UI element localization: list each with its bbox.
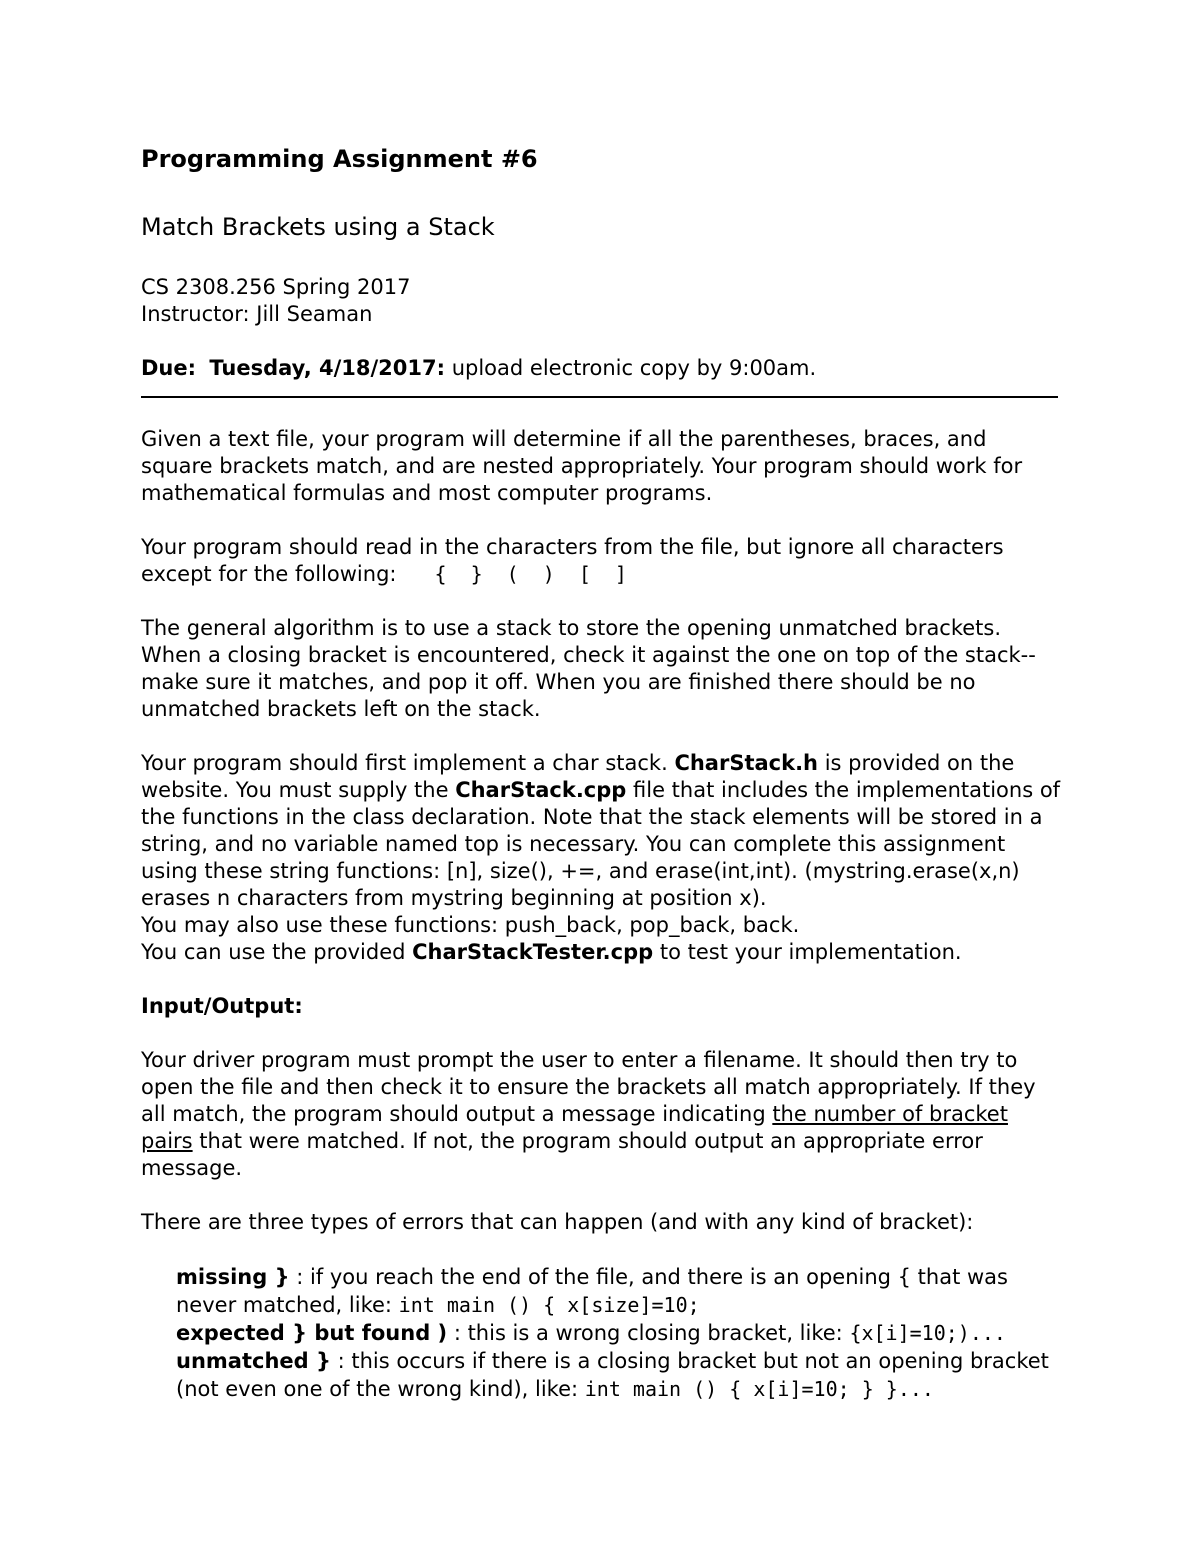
file-charstack-cpp: CharStack.cpp (455, 778, 627, 802)
error-list (176, 1263, 1061, 1403)
error-item-missing (176, 1263, 1061, 1319)
impl-text-5a: You can use the provided (141, 940, 413, 964)
error-item-expected (176, 1319, 1061, 1347)
impl-functions-line: You may also use these functions: push_back, pop_back, back. (141, 913, 800, 937)
intro-paragraph-2 (141, 534, 1061, 588)
error-name: unmatched } (176, 1349, 331, 1373)
page-subtitle: Match Brackets using a Stack (141, 213, 495, 241)
error-item-unmatched (176, 1347, 1061, 1403)
impl-text-5b: to test your implementation. (653, 940, 962, 964)
impl-text-3: file that includes the implementations of the functions in the class declaration. Note that the stack elements will be stored in a string, and no variable named top is necessary. You can complete this assignment using these string functions: [n], size(), +=, and erase(int,int). (mystring.erase(x,n) erases n characters from mystring beginning at position x). (141, 778, 1061, 910)
error-desc: : this is a wrong closing bracket, like: (447, 1321, 850, 1345)
impl-paragraph (141, 750, 1061, 912)
page-title: Programming Assignment #6 (141, 145, 538, 173)
error-code-example: int main () { x[i]=10; } }... (584, 1377, 934, 1401)
io-heading-text: Input/Output: (141, 994, 303, 1018)
error-code-example: int main () { x[size]=10; (398, 1293, 700, 1317)
instructor-line: Instructor: Jill Seaman (141, 302, 373, 326)
intro-p2-text: Your program should read in the characters from the file, but ignore all characters except for the following: (141, 535, 1004, 586)
impl-text-2: is provided on the website. You must supply the (141, 751, 1015, 802)
divider (141, 396, 1058, 398)
due-line (141, 355, 1061, 382)
file-charstacktester-cpp: CharStackTester.cpp (412, 940, 654, 964)
error-name: expected } but found ) (176, 1321, 448, 1345)
io-paragraph (141, 1047, 1061, 1182)
error-name: missing } (176, 1265, 290, 1289)
impl-text-1: Your program should first implement a char stack. (141, 751, 675, 775)
io-text-2: that were matched. If not, the program should output an appropriate error message. (141, 1129, 983, 1180)
course-line: CS 2308.256 Spring 2017 (141, 275, 411, 299)
error-desc: : if you reach the end of the file, and there is an opening { that was never matched, like: (176, 1265, 1008, 1317)
document-content (141, 140, 1061, 1403)
errors-intro: There are three types of errors that can happen (and with any kind of bracket): (141, 1210, 974, 1234)
intro-paragraph-3: The general algorithm is to use a stack to store the opening unmatched brackets. When a closing bracket is encountered, check it against the one on top of the stack--make sure it matches, and pop it off. When you are finished there should be no unmatched brackets left on the stack. (141, 616, 1036, 721)
due-text: upload electronic copy by 9:00am. (445, 356, 817, 380)
due-date: Tuesday, 4/18/2017: (209, 356, 446, 380)
io-underlined-phrase: the number of bracket pairs (141, 1102, 1008, 1153)
file-charstack-h: CharStack.h (674, 751, 819, 775)
bracket-list: { } ( ) [ ] (434, 562, 633, 586)
io-heading (141, 993, 1061, 1020)
io-text-1: Your driver program must prompt the user to enter a filename. It should then try to open the file and then check it to ensure the brackets all match appropriately. If they all match, the program should output a message indicating (141, 1048, 1036, 1126)
due-label: Due: (141, 356, 197, 380)
impl-tester-line (141, 939, 1061, 966)
error-desc: : this occurs if there is a closing bracket but not an opening bracket (not even one of the wrong kind), like: (176, 1349, 1049, 1401)
intro-paragraph-1: Given a text file, your program will determine if all the parentheses, braces, and square brackets match, and are nested appropriately. Your program should work for mathematical formulas and most computer programs. (141, 427, 1023, 505)
error-code-example: {x[i]=10;)... (849, 1321, 1006, 1345)
